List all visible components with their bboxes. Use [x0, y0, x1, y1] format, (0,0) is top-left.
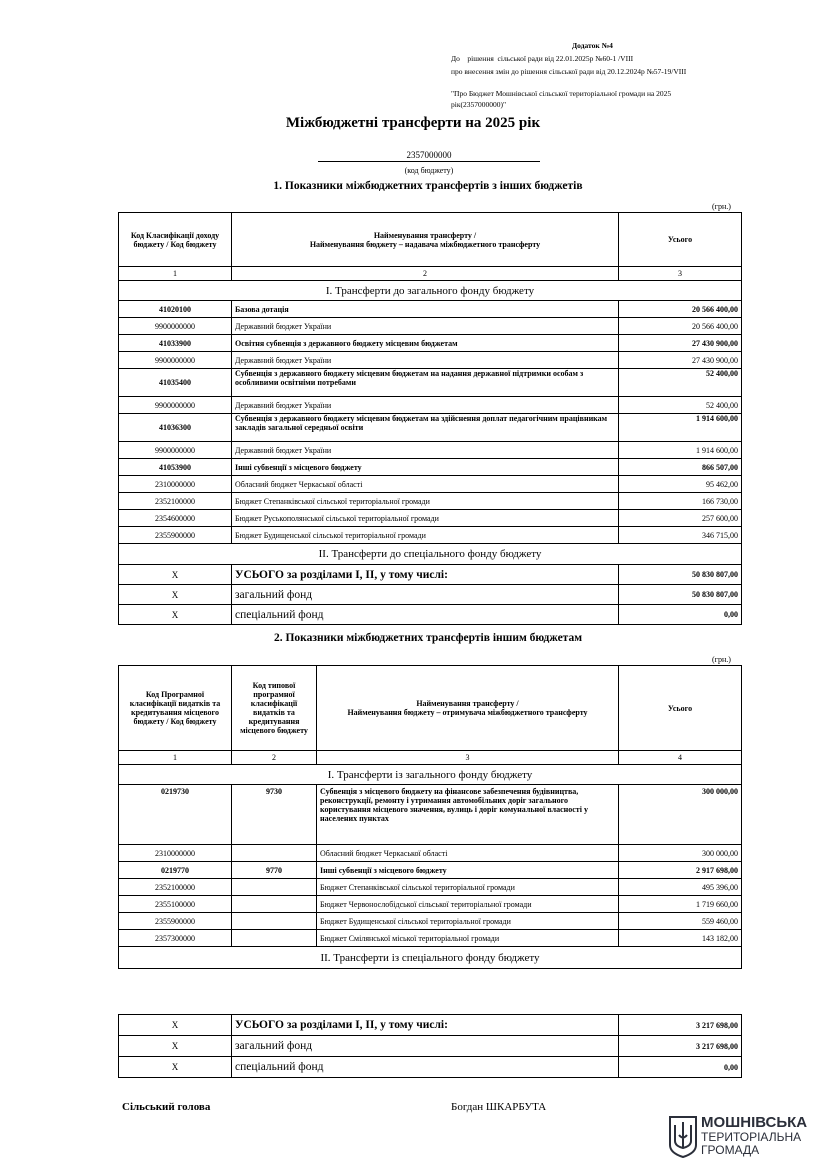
col-header: Усього — [619, 666, 742, 751]
appendix-title: Додаток №4 — [572, 41, 613, 50]
row-code: 2352100000 — [119, 879, 232, 896]
row-amount: 1 914 600,00 — [619, 414, 742, 442]
total-amount: 3 217 698,00 — [619, 1015, 742, 1036]
subsection-title: I. Трансферти із загального фонду бюджету — [119, 765, 742, 785]
section2-heading: 2. Показники міжбюджетних трансфертів іншим бюджетам — [273, 632, 583, 644]
table-row — [119, 369, 742, 397]
subsection-title: II. Трансферти до спеціального фонду бюджету — [119, 544, 742, 565]
total-x: X — [119, 565, 232, 585]
row-type-code — [232, 896, 317, 913]
table-row — [119, 879, 742, 896]
row-name: Освітня субвенція з державного бюджету місцевим бюджетам — [232, 335, 619, 352]
row-amount: 166 730,00 — [619, 493, 742, 510]
total-x: X — [119, 1015, 232, 1036]
total-x: X — [119, 605, 232, 625]
col-header: Код типової програмної класифікації видатків та кредитування місцевого бюджету — [232, 666, 317, 751]
row-type-code — [232, 913, 317, 930]
table-row — [119, 785, 742, 845]
logo-line: ТЕРИТОРІАЛЬНА — [701, 1130, 802, 1144]
header-line: про внесення змін до рішення сільської ради від 20.12.2024р №57-19/VIII — [451, 67, 687, 76]
table-row — [119, 896, 742, 913]
row-code: 2357300000 — [119, 930, 232, 947]
row-code: 41033900 — [119, 335, 232, 352]
total-label: спеціальний фонд — [232, 1057, 619, 1078]
col-number: 2 — [232, 267, 619, 281]
trident-icon — [668, 1115, 698, 1159]
section1-heading: 1. Показники міжбюджетних трансфертів з інших бюджетів — [273, 180, 583, 192]
row-code: 2310000000 — [119, 476, 232, 493]
col-header: Код Програмної класифікації видатків та кредитування місцевого бюджету / Код бюджету — [119, 666, 232, 751]
row-amount: 257 600,00 — [619, 510, 742, 527]
row-amount: 1 914 600,00 — [619, 442, 742, 459]
subsection-title: II. Трансферти із спеціального фонду бюджету — [119, 947, 742, 969]
col-number: 3 — [317, 751, 619, 765]
row-name: Бюджет Смілянської міської територіальної громади — [317, 930, 619, 947]
col-header: Код Класифікації доходу бюджету / Код бюджету — [119, 213, 232, 267]
row-name: Інші субвенції з місцевого бюджету — [232, 459, 619, 476]
logo-line: МОШНІВСЬКА — [701, 1114, 808, 1131]
col-number: 1 — [119, 267, 232, 281]
table-row — [119, 476, 742, 493]
row-code: 2352100000 — [119, 493, 232, 510]
row-code: 9900000000 — [119, 318, 232, 335]
row-amount: 559 460,00 — [619, 913, 742, 930]
col-header: Усього — [619, 213, 742, 267]
total-amount: 0,00 — [619, 605, 742, 625]
row-name: Державний бюджет України — [232, 352, 619, 369]
row-code: 0219770 — [119, 862, 232, 879]
row-name: Субвенція з місцевого бюджету на фінансове забезпечення будівництва, реконструкції, ремонту і утримання автомобільних доріг загального користування місцевого значення, вулиць і доріг комунальної власності у населених пунктах — [317, 785, 619, 845]
table-row — [119, 397, 742, 414]
row-code: 2355900000 — [119, 527, 232, 544]
row-name: Бюджет Руськополянської сільської територіальної громади — [232, 510, 619, 527]
total-row — [119, 585, 742, 605]
subsection-title: I. Трансферти до загального фонду бюджету — [119, 281, 742, 301]
col-header: Найменування трансферту / Найменування бюджету – надавача міжбюджетного трансферту — [232, 213, 619, 267]
total-label: УСЬОГО за розділами І, ІІ, у тому числі: — [232, 565, 619, 585]
header-line: До рішення сільської ради від 22.01.2025р №60-1 /VIII — [451, 54, 634, 63]
header-line: рік(2357000000)" — [451, 100, 507, 109]
row-type-code — [232, 845, 317, 862]
total-x: X — [119, 585, 232, 605]
row-code: 2354600000 — [119, 510, 232, 527]
col-number: 1 — [119, 751, 232, 765]
row-name: Субвенція з державного бюджету місцевим бюджетам на здійснення доплат педагогічним працівникам закладів загальної середньої освіти — [232, 414, 619, 442]
logo-line: ГРОМАДА — [701, 1143, 760, 1157]
table-row — [119, 352, 742, 369]
row-type-code: 9770 — [232, 862, 317, 879]
total-x: X — [119, 1036, 232, 1057]
row-amount: 300 000,00 — [619, 785, 742, 845]
row-amount: 143 182,00 — [619, 930, 742, 947]
table-row — [119, 527, 742, 544]
row-code: 9900000000 — [119, 352, 232, 369]
row-name: Обласний бюджет Черкаської області — [317, 845, 619, 862]
total-amount: 3 217 698,00 — [619, 1036, 742, 1057]
total-row — [119, 1015, 742, 1036]
row-amount: 27 430 900,00 — [619, 335, 742, 352]
col-header: Найменування трансферту / Найменування бюджету – отримувача міжбюджетного трансферту — [317, 666, 619, 751]
row-amount: 27 430 900,00 — [619, 352, 742, 369]
budget-code-caption: (код бюджету) — [404, 166, 454, 175]
total-label: УСЬОГО за розділами І, ІІ, у тому числі: — [232, 1015, 619, 1036]
row-amount: 2 917 698,00 — [619, 862, 742, 879]
row-code: 0219730 — [119, 785, 232, 845]
table-row — [119, 862, 742, 879]
page-title: Міжбюджетні трансферти на 2025 рік — [285, 115, 541, 131]
row-code: 41036300 — [119, 414, 232, 442]
section1-table — [118, 212, 742, 625]
row-name: Державний бюджет України — [232, 442, 619, 459]
col-number: 2 — [232, 751, 317, 765]
row-code: 2310000000 — [119, 845, 232, 862]
row-code: 2355100000 — [119, 896, 232, 913]
signature-position: Сільський голова — [122, 1101, 211, 1113]
row-name: Державний бюджет України — [232, 397, 619, 414]
row-amount: 1 719 660,00 — [619, 896, 742, 913]
total-amount: 0,00 — [619, 1057, 742, 1078]
row-type-code: 9730 — [232, 785, 317, 845]
row-amount: 52 400,00 — [619, 369, 742, 397]
table-row — [119, 335, 742, 352]
total-label: загальний фонд — [232, 1036, 619, 1057]
table-row — [119, 301, 742, 318]
table-row — [119, 930, 742, 947]
total-amount: 50 830 807,00 — [619, 585, 742, 605]
row-code: 41053900 — [119, 459, 232, 476]
row-code: 9900000000 — [119, 442, 232, 459]
total-amount: 50 830 807,00 — [619, 565, 742, 585]
row-amount: 52 400,00 — [619, 397, 742, 414]
row-amount: 95 462,00 — [619, 476, 742, 493]
table-row — [119, 414, 742, 442]
total-x: X — [119, 1057, 232, 1078]
row-name: Субвенція з державного бюджету місцевим бюджетам на надання державної підтримки особам з особливими освітніми потребами — [232, 369, 619, 397]
table-row — [119, 442, 742, 459]
budget-code: 2357000000 — [318, 150, 540, 162]
section2-unit: (грн.) — [712, 655, 731, 664]
table-row — [119, 459, 742, 476]
row-amount: 346 715,00 — [619, 527, 742, 544]
row-amount: 495 396,00 — [619, 879, 742, 896]
row-name: Інші субвенції з місцевого бюджету — [317, 862, 619, 879]
row-code: 41020100 — [119, 301, 232, 318]
row-code: 9900000000 — [119, 397, 232, 414]
row-code: 41035400 — [119, 369, 232, 397]
row-code: 2355900000 — [119, 913, 232, 930]
total-row — [119, 605, 742, 625]
total-row — [119, 1057, 742, 1078]
section2-totals-table — [118, 1014, 742, 1078]
total-label: спеціальний фонд — [232, 605, 619, 625]
total-row — [119, 1036, 742, 1057]
row-amount: 300 000,00 — [619, 845, 742, 862]
row-name: Обласний бюджет Черкаської області — [232, 476, 619, 493]
total-row — [119, 565, 742, 585]
row-name: Бюджет Будищенської сільської територіальної громади — [232, 527, 619, 544]
row-name: Бюджет Степанківської сільської територіальної громади — [317, 879, 619, 896]
row-amount: 20 566 400,00 — [619, 301, 742, 318]
table-row — [119, 510, 742, 527]
col-number: 4 — [619, 751, 742, 765]
table-row — [119, 845, 742, 862]
col-number: 3 — [619, 267, 742, 281]
row-name: Бюджет Червонослобідської сільської територіальної громади — [317, 896, 619, 913]
total-label: загальний фонд — [232, 585, 619, 605]
table-row — [119, 493, 742, 510]
row-amount: 20 566 400,00 — [619, 318, 742, 335]
table-row — [119, 913, 742, 930]
section2-table — [118, 665, 742, 969]
row-amount: 866 507,00 — [619, 459, 742, 476]
section1-unit: (грн.) — [712, 202, 731, 211]
row-type-code — [232, 879, 317, 896]
table-row — [119, 318, 742, 335]
row-name: Державний бюджет України — [232, 318, 619, 335]
row-type-code — [232, 930, 317, 947]
row-name: Бюджет Будищенської сільської територіальної громади — [317, 913, 619, 930]
header-line: "Про Бюджет Мошнівської сільської територіальної громади на 2025 — [451, 89, 672, 98]
row-name: Бюджет Степанківської сільської територіальної громади — [232, 493, 619, 510]
row-name: Базова дотація — [232, 301, 619, 318]
signature-name: Богдан ШКАРБУТА — [451, 1101, 547, 1113]
